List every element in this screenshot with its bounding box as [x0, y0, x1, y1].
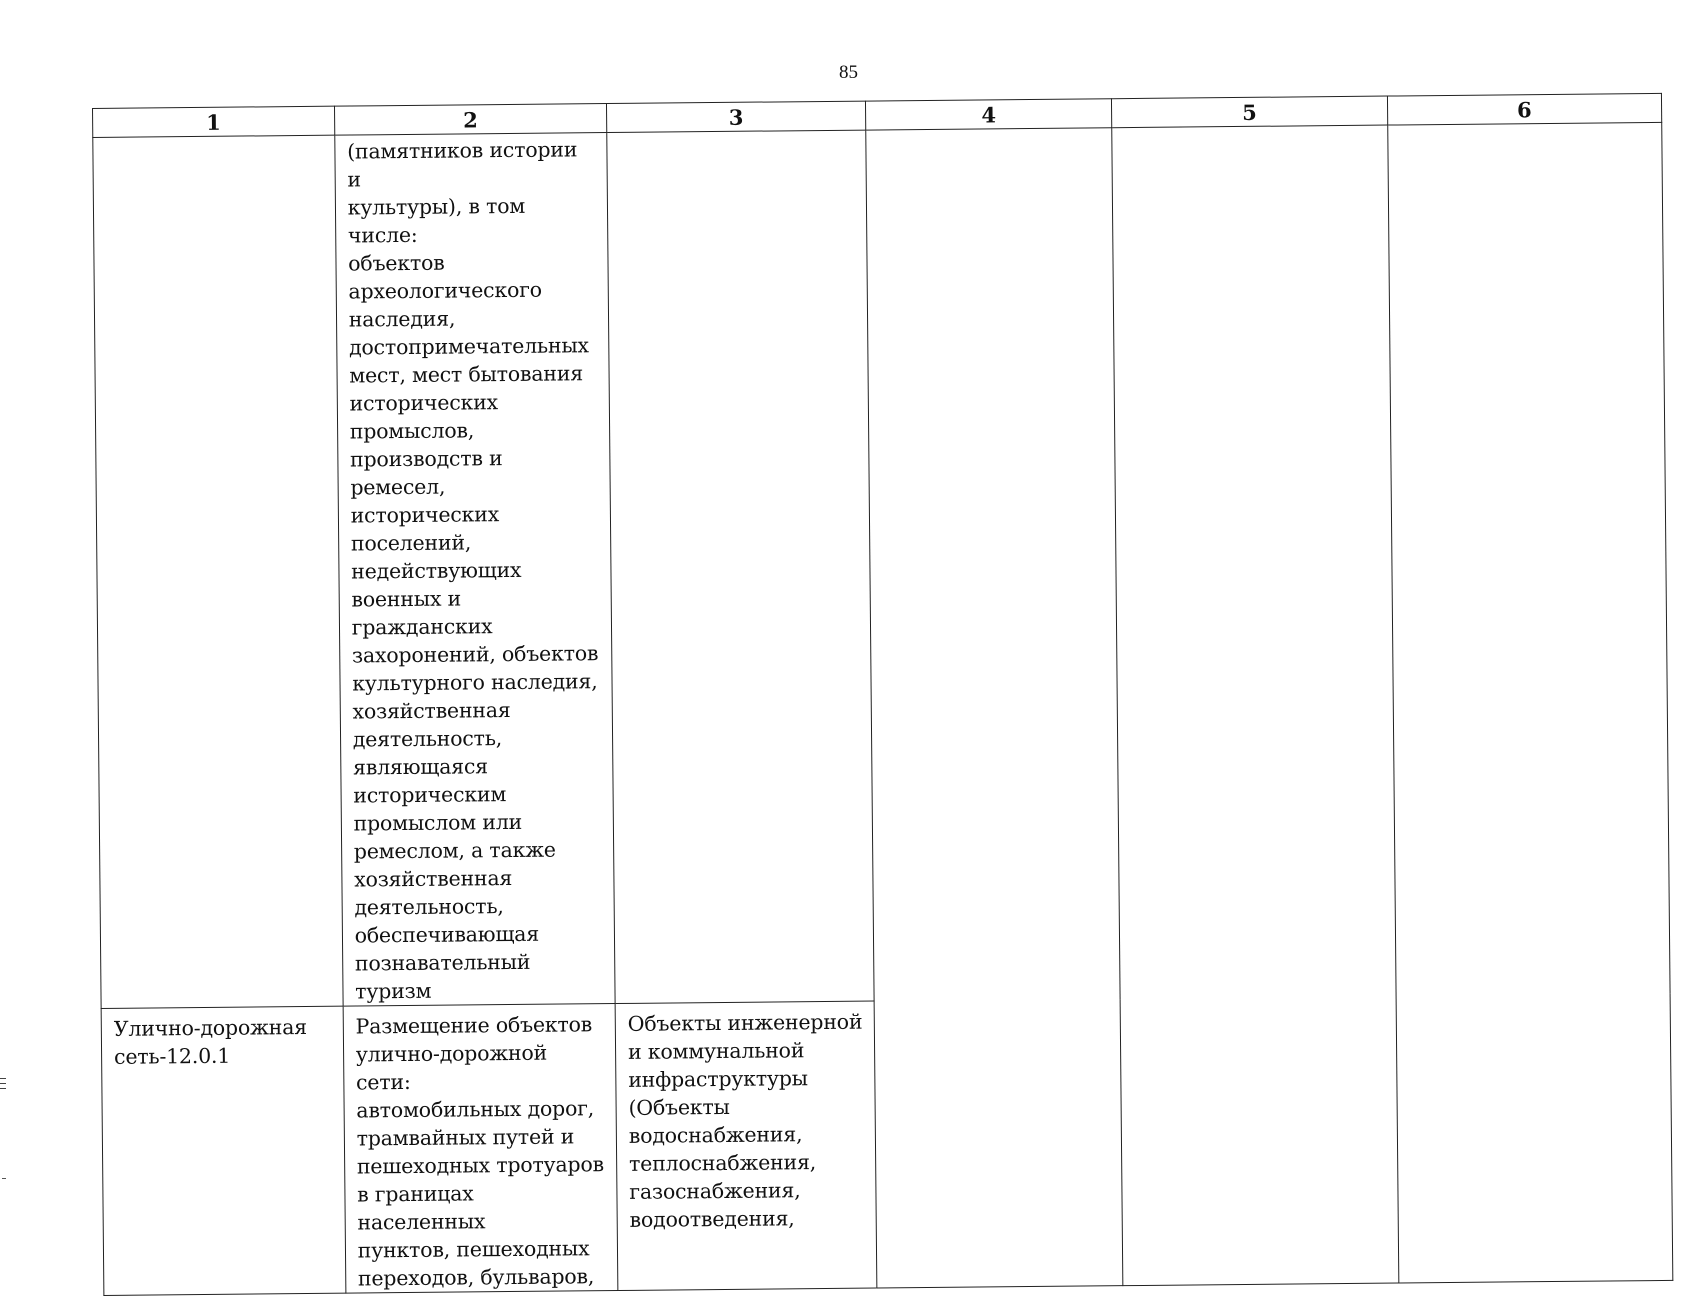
cell-text: [866, 128, 1111, 132]
page-number: 85: [839, 62, 858, 83]
column-header-3: 3: [606, 101, 865, 132]
table-cell-merged: [1112, 125, 1399, 1286]
column-header-6: 6: [1387, 93, 1662, 125]
table-cell: [93, 135, 343, 1008]
table-cell: [615, 1001, 877, 1290]
table-cell: [607, 130, 874, 1003]
document-table: [92, 93, 1673, 1296]
scan-margin-marks: [0, 1078, 6, 1093]
cell-text: [93, 136, 334, 140]
column-header-2: 2: [334, 104, 606, 136]
table-row: [93, 122, 1670, 1008]
table-cell: [334, 133, 615, 1007]
document-table-wrapper: [92, 93, 1673, 1296]
table-cell: [343, 1004, 618, 1294]
column-header-4: 4: [866, 99, 1112, 130]
scan-margin-dot: [2, 1178, 6, 1179]
table-cell-merged: [866, 128, 1123, 1288]
column-header-1: 1: [93, 106, 335, 137]
cell-text: Размещение объектов улично-дорожной сети: автомобильных дорог, трамвайных путей и пешеходных тротуаров в границах населенных пунктов, пешеходных переходов, бульваров,: [355, 1012, 605, 1291]
table-cell: [101, 1006, 345, 1295]
table-cell-merged: [1387, 122, 1673, 1283]
cell-text: [607, 131, 865, 135]
cell-text: (памятников истории и культуры), в том числе: объектов археологического наследия, достопримечательных мест, мест бытования исторических промыслов, производств и ремесел, исторических поселений, недействующих военных и гражданских захоронений, объектов культурного наследия, хозяйственная деятельность, являющаяся историческим промыслом или ремеслом, а также хозяйственная деятельность, обеспечивающая познавательный туризм: [347, 137, 599, 1004]
cell-text: Объекты инженерной и коммунальной инфраструктуры (Объекты водоснабжения, теплоснабжения, газоснабжения, водоотведения,: [627, 1009, 863, 1232]
column-header-5: 5: [1112, 96, 1388, 128]
cell-text: Улично-дорожная сеть-12.0.1: [113, 1014, 308, 1069]
